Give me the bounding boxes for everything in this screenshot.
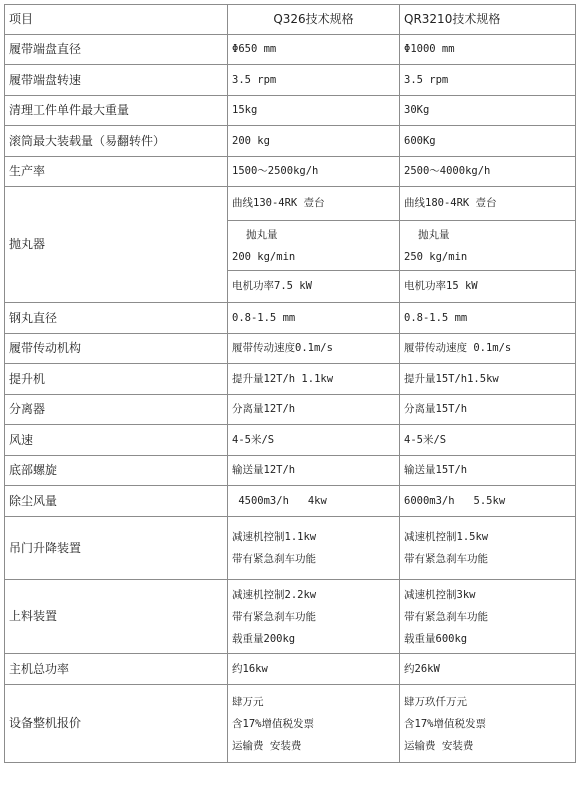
door-line: 带有紧急刹车功能: [404, 553, 488, 565]
loader-line: 载重量600kg: [404, 632, 468, 645]
door-line: 减速机控制1.1kw: [232, 531, 317, 543]
shot-power-q326: 电机功率7.5 kW: [228, 271, 400, 303]
row-value-q326: 输送量12T/h: [228, 456, 400, 486]
table-row: [5, 65, 576, 96]
row-value-q326: 分离量12T/h: [228, 395, 400, 425]
loader-label: 上料装置: [5, 580, 228, 654]
loader-row: [5, 580, 576, 654]
price-qr3210: [400, 685, 576, 763]
loader-line: 带有紧急刹车功能: [404, 610, 488, 623]
row-value-q326: 履带传动速度0.1m/s: [228, 334, 400, 364]
table-row: [5, 35, 576, 65]
door-lift-q326: [228, 517, 400, 580]
row-value-qr3210: 30Kg: [400, 96, 576, 126]
table-row: [5, 425, 576, 456]
table-row: [5, 364, 576, 395]
door-line: 带有紧急刹车功能: [232, 553, 316, 565]
row-value-qr3210: 提升量15T/h1.5kw: [400, 364, 576, 395]
row-value-qr3210: 0.8-1.5 mm: [400, 303, 576, 334]
shot-amount-label: 抛丸量: [418, 228, 450, 241]
shot-model-q326: 曲线130-4RK 壹台: [228, 187, 400, 221]
price-line: 运输费 安装费: [404, 739, 474, 752]
door-lift-label: 吊门升降装置: [5, 517, 228, 580]
row-label: 风速: [5, 425, 228, 456]
table-row: [5, 303, 576, 334]
loader-line: 带有紧急刹车功能: [232, 610, 316, 623]
price-line: 含17%增值税发票: [232, 717, 314, 730]
loader-line: 减速机控制2.2kw: [232, 588, 317, 601]
table-row: [5, 395, 576, 425]
table-row: [5, 126, 576, 157]
spec-table: [4, 4, 576, 763]
loader-line: 载重量200kg: [232, 632, 296, 645]
shot-power-qr3210: 电机功率15 kW: [400, 271, 576, 303]
price-line: 含17%增值税发票: [404, 717, 486, 730]
row-value-qr3210: 4-5米/S: [400, 425, 576, 456]
row-value-q326: 4500m3/h 4kw: [228, 486, 400, 517]
shot-model-qr3210: 曲线180-4RK 壹台: [400, 187, 576, 221]
row-value-qr3210: 输送量15T/h: [400, 456, 576, 486]
row-value-q326: 4-5米/S: [228, 425, 400, 456]
row-label: 履带端盘直径: [5, 35, 228, 65]
row-value-q326: Φ650 mm: [228, 35, 400, 65]
price-row: [5, 685, 576, 763]
row-value-q326: 提升量12T/h 1.1kw: [228, 364, 400, 395]
door-lift-qr3210: [400, 517, 576, 580]
header-row: [5, 5, 576, 35]
row-value-qr3210: 600Kg: [400, 126, 576, 157]
row-value-q326: 200 kg: [228, 126, 400, 157]
row-label: 提升机: [5, 364, 228, 395]
table-row: [5, 157, 576, 187]
row-label: 生产率: [5, 157, 228, 187]
door-lift-row: [5, 517, 576, 580]
row-value-q326: 0.8-1.5 mm: [228, 303, 400, 334]
row-value-qr3210: Φ1000 mm: [400, 35, 576, 65]
price-q326: [228, 685, 400, 763]
row-value-q326: 1500～2500kg/h: [228, 157, 400, 187]
total-power-q326: 约16kw: [228, 654, 400, 685]
table-row: [5, 334, 576, 364]
door-line: 减速机控制1.5kw: [404, 531, 489, 543]
shot-amount-label: 抛丸量: [246, 228, 278, 241]
row-value-qr3210: 履带传动速度 0.1m/s: [400, 334, 576, 364]
row-label: 履带传动机构: [5, 334, 228, 364]
shot-amount-value: 200 kg/min: [232, 250, 296, 263]
table-row: [5, 96, 576, 126]
row-label: 底部螺旋: [5, 456, 228, 486]
price-label: 设备整机报价: [5, 685, 228, 763]
shot-blaster-label: 抛丸器: [5, 187, 228, 303]
row-label: 清理工件单件最大重量: [5, 96, 228, 126]
row-value-q326: 3.5 rpm: [228, 65, 400, 96]
row-label: 分离器: [5, 395, 228, 425]
row-label: 除尘风量: [5, 486, 228, 517]
row-value-q326: 15kg: [228, 96, 400, 126]
loader-line: 减速机控制3kw: [404, 588, 476, 601]
row-value-qr3210: 分离量15T/h: [400, 395, 576, 425]
shot-amount-value: 250 kg/min: [404, 250, 468, 263]
row-value-qr3210: 3.5 rpm: [400, 65, 576, 96]
table-row: [5, 456, 576, 486]
loader-q326: [228, 580, 400, 654]
row-value-qr3210: 6000m3/h 5.5kw: [400, 486, 576, 517]
table-row: [5, 486, 576, 517]
price-line: 运输费 安装费: [232, 739, 302, 752]
price-line: 肆万元: [232, 695, 264, 708]
total-power-label: 主机总功率: [5, 654, 228, 685]
row-value-qr3210: 2500～4000kg/h: [400, 157, 576, 187]
row-label: 履带端盘转速: [5, 65, 228, 96]
loader-qr3210: [400, 580, 576, 654]
row-label: 滚筒最大装载量（易翻转件）: [5, 126, 228, 157]
row-label: 钢丸直径: [5, 303, 228, 334]
header-item: 项目: [5, 5, 228, 35]
shot-blaster-row: [5, 187, 576, 221]
shot-amount-q326: [228, 221, 400, 271]
total-power-qr3210: 约26kW: [400, 654, 576, 685]
header-qr3210: QR3210技术规格: [400, 5, 576, 35]
shot-amount-qr3210: [400, 221, 576, 271]
total-power-row: [5, 654, 576, 685]
price-line: 肆万玖仟万元: [404, 695, 467, 708]
header-q326: Q326技术规格: [228, 5, 400, 35]
